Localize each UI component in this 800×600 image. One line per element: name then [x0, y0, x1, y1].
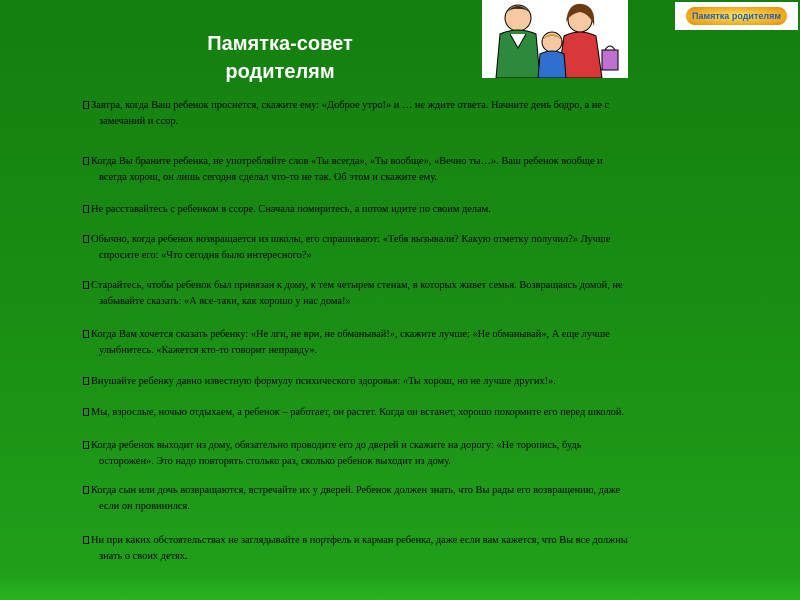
- badge-logo: [675, 2, 798, 30]
- square-bullet-icon: [83, 281, 89, 289]
- list-item: Мы, взрослые, ночью отдыхаем, а ребенок – работает, он растет. Когда он встанет, хорошо покормите его перед школой.: [83, 405, 783, 421]
- title-line-1: Памятка-совет: [207, 33, 353, 55]
- square-bullet-icon: [83, 486, 89, 494]
- list-item: Внушайте ребенку давно известную формулу психического здоровья: «Ты хорош, но не лучше других!».: [83, 374, 783, 390]
- square-bullet-icon: [83, 157, 89, 165]
- list-item: Завтра, когда Ваш ребенок проснется, скажите ему: «Доброе утро!» и … не ждите ответа. Начните день бодро, а не с замечаний и ссор.: [83, 98, 783, 130]
- list-item: Не расставайтесь с ребенком в ссоре. Сначала помиритесь, а потом идите по своим делам.: [83, 202, 783, 218]
- tips-list: [83, 98, 783, 568]
- square-bullet-icon: [83, 441, 89, 449]
- family-clipart-icon: [482, 0, 628, 78]
- square-bullet-icon: [83, 101, 89, 109]
- page-title: [180, 30, 380, 86]
- bottom-strip: [0, 570, 800, 600]
- list-item: Когда ребенок выходит из дому, обязательно проводите его до дверей и скажите на дорогу: «Не торопись, будь осторожен». Это надо повторять столько раз, сколько ребенок выходит из дому.: [83, 438, 783, 470]
- square-bullet-icon: [83, 408, 89, 416]
- square-bullet-icon: [83, 235, 89, 243]
- list-item: Когда Вы браните ребенка, не употребляйте слов «Ты всегда», «Ты вообще», «Вечно ты…». Ваш ребенок вообще и всегда хорош, он лишь сегодня сделал что-то не так. Об этом и скажите ему.: [83, 154, 783, 186]
- badge-label: Памятка родителям: [686, 7, 787, 25]
- square-bullet-icon: [83, 377, 89, 385]
- square-bullet-icon: [83, 536, 89, 544]
- list-item: Старайтесь, чтобы ребенок был привязан к дому, к тем четырем стенам, в которых живет семья. Возвращаясь домой, не забывайте сказать: «А все-таки, как хорошо у нас дома!»: [83, 278, 783, 310]
- title-line-2: родителям: [225, 61, 335, 83]
- square-bullet-icon: [83, 205, 89, 213]
- list-item: Ни при каких обстоятельствах не заглядывайте в портфель и карман ребенка, даже если вам кажется, что Вы все должны знать о своих детях.: [83, 533, 783, 565]
- square-bullet-icon: [83, 330, 89, 338]
- list-item: Когда Вам хочется сказать ребенку: «Не лги, не ври, не обманывай!», скажите лучше: «Не обманывай», А еще лучше улыбнитесь. «Кажется кто-то говорит неправду».: [83, 327, 783, 359]
- list-item: Когда сын или дочь возвращаются, встречайте их у дверей. Ребенок должен знать, что Вы рады его возвращению, даже если он провинился.: [83, 483, 783, 515]
- list-item: Обычно, когда ребенок возвращается из школы, его спрашивают: «Тебя вызывали? Какую отметку получил?» Лучше спросите его: «Что сегодня было интересного?»: [83, 232, 783, 264]
